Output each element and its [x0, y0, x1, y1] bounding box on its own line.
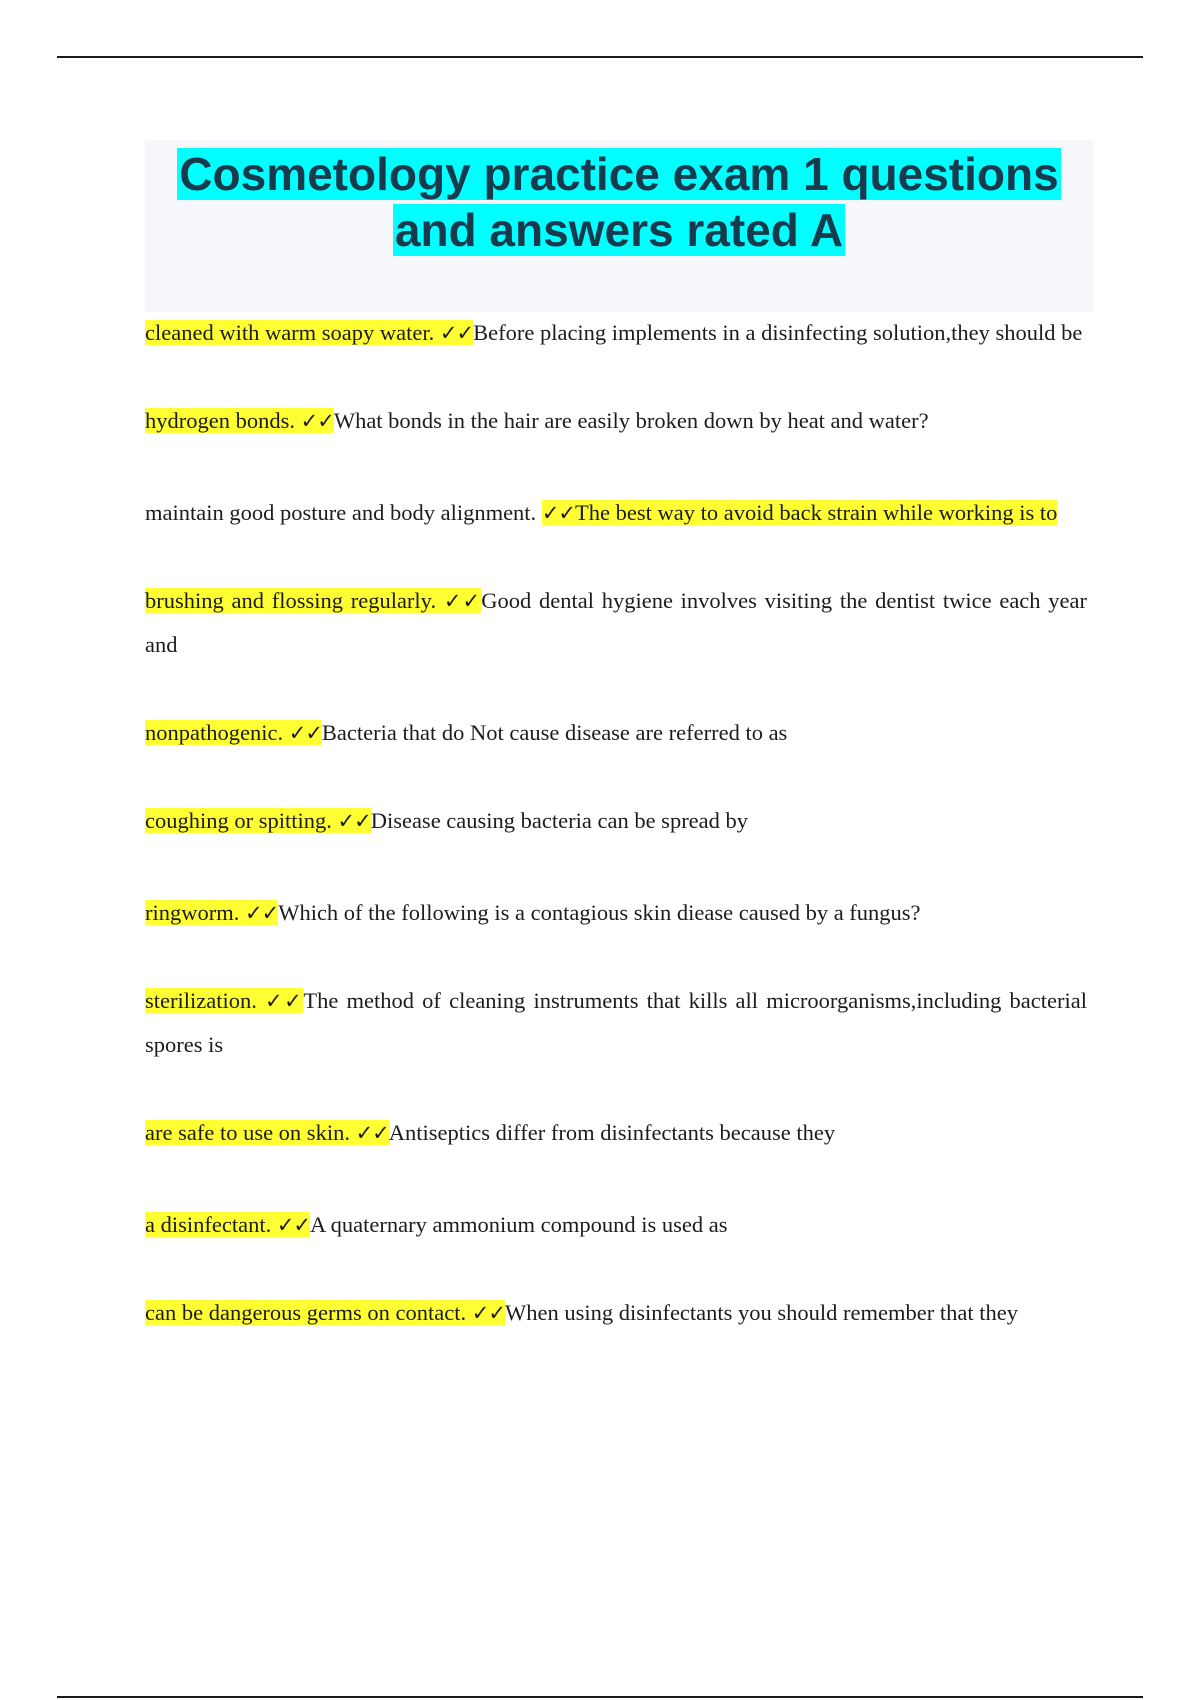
answer-text: maintain good posture and body alignment. — [145, 500, 537, 525]
qa-item — [145, 579, 1087, 667]
answer-text: a disinfectant. — [145, 1212, 272, 1237]
double-check-icon: ✓✓ — [245, 901, 279, 925]
question-text: What bonds in the hair are easily broken down by heat and water? — [333, 408, 929, 433]
question-text: Good dental hygiene involves visiting the dentist twice each year and — [145, 588, 1088, 657]
highlight — [145, 988, 303, 1013]
qa-item — [145, 399, 1087, 443]
answer-text: sterilization. — [145, 988, 257, 1013]
double-check-icon: ✓✓ — [265, 989, 304, 1013]
answer-text: can be dangerous germs on contact. — [145, 1300, 467, 1325]
qa-item — [145, 799, 1087, 843]
question-text: The method of cleaning instruments that kills all microorganisms,including bacterial spores is — [145, 988, 1087, 1057]
qa-item — [145, 1291, 1087, 1335]
answer-text: ringworm. — [145, 900, 240, 925]
double-check-icon: ✓✓ — [300, 409, 334, 433]
double-check-icon: ✓✓ — [541, 501, 576, 525]
double-check-icon: ✓✓ — [276, 1213, 311, 1237]
question-text: The best way to avoid back strain while working is to — [575, 500, 1058, 525]
answer-text: cleaned with warm soapy water. — [145, 320, 435, 345]
highlight — [145, 588, 481, 613]
double-check-icon: ✓✓ — [355, 1121, 389, 1145]
qa-list — [145, 311, 1087, 1335]
highlight — [145, 1300, 505, 1325]
highlight — [145, 408, 334, 433]
bottom-rule — [57, 1696, 1143, 1698]
question-text: Bacteria that do Not cause disease are referred to as — [321, 720, 788, 745]
qa-item — [145, 1111, 1087, 1155]
double-check-icon: ✓✓ — [288, 721, 322, 745]
qa-item — [145, 711, 1087, 755]
highlight — [145, 1120, 389, 1145]
highlight — [145, 1212, 310, 1237]
highlight — [145, 320, 473, 345]
question-text: Before placing implements in a disinfecting solution,they should be — [473, 320, 1083, 345]
title-line-2: and answers rated A — [394, 204, 844, 256]
answer-text: brushing and flossing regularly. — [145, 588, 437, 613]
answer-text: nonpathogenic. — [145, 720, 284, 745]
page-title — [145, 140, 1093, 258]
qa-item — [145, 979, 1087, 1067]
top-rule — [57, 56, 1143, 58]
double-check-icon: ✓✓ — [337, 809, 371, 833]
answer-text: coughing or spitting. — [145, 808, 332, 833]
double-check-icon: ✓✓ — [471, 1301, 505, 1325]
question-text: When using disinfectants you should remember that they — [504, 1300, 1018, 1325]
qa-item — [145, 491, 1087, 535]
highlight — [145, 900, 278, 925]
title-line-1: Cosmetology practice exam 1 questions — [179, 148, 1059, 200]
highlight — [145, 808, 371, 833]
qa-item — [145, 311, 1087, 355]
title-block — [145, 140, 1093, 312]
question-text: Which of the following is a contagious skin diease caused by a fungus? — [278, 900, 921, 925]
highlight — [542, 500, 1058, 525]
qa-item — [145, 1203, 1087, 1247]
question-text: A quaternary ammonium compound is used as — [310, 1212, 728, 1237]
answer-text: are safe to use on skin. — [145, 1120, 350, 1145]
double-check-icon: ✓✓ — [443, 589, 482, 613]
question-text: Disease causing bacteria can be spread by — [370, 808, 749, 833]
question-text: Antiseptics differ from disinfectants because they — [388, 1120, 836, 1145]
answer-text: hydrogen bonds. — [145, 408, 295, 433]
double-check-icon: ✓✓ — [439, 321, 474, 345]
highlight — [145, 720, 322, 745]
qa-item — [145, 891, 1087, 935]
